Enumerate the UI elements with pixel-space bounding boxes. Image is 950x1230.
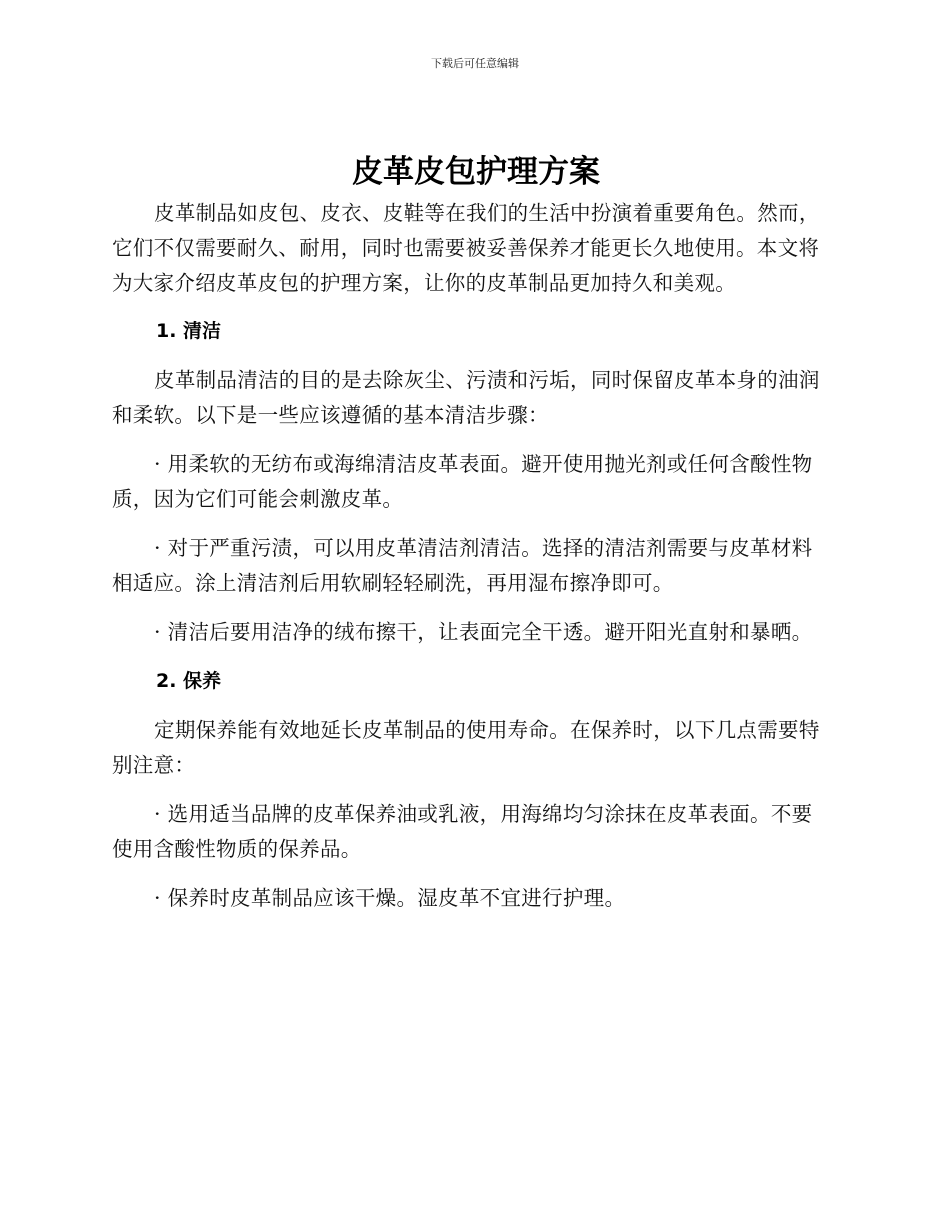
section-heading-maintenance: 2. 保养 [156, 670, 222, 692]
section-heading-cleaning: 1. 清洁 [156, 320, 222, 342]
section-intro-cleaning: 皮革制品清洁的目的是去除灰尘、污渍和污垢，同时保留皮革本身的油润和柔软。以下是一些应该遵循的基本清洁步骤： [112, 368, 820, 427]
bullet-item: · 清洁后要用洁净的绒布擦干，让表面完全干透。避开阳光直射和暴晒。 [154, 620, 813, 644]
intro-paragraph: 皮革制品如皮包、皮衣、皮鞋等在我们的生活中扮演着重要角色。然而，它们不仅需要耐久、耐用，同时也需要被妥善保养才能更长久地使用。本文将为大家介绍皮革皮包的护理方案，让你的皮革制品更加持久和美观。 [112, 201, 820, 295]
bullet-item: · 对于严重污渍，可以用皮革清洁剂清洁。选择的清洁剂需要与皮革材料相适应。涂上清洁剂后用软刷轻轻刷洗，再用湿布擦净即可。 [112, 536, 813, 595]
document-body [112, 148, 832, 930]
document-title: 皮革皮包护理方案 [352, 154, 600, 190]
header-note: 下载后可任意编辑 [431, 57, 519, 70]
section-intro-maintenance: 定期保养能有效地延长皮革制品的使用寿命。在保养时，以下几点需要特别注意： [112, 718, 820, 777]
bullet-item: · 保养时皮革制品应该干燥。湿皮革不宜进行护理。 [154, 886, 626, 910]
bullet-item: · 选用适当品牌的皮革保养油或乳液，用海绵均匀涂抹在皮革表面。不要使用含酸性物质的保养品。 [112, 802, 813, 861]
bullet-item: · 用柔软的无纺布或海绵清洁皮革表面。避开使用抛光剂或任何含酸性物质，因为它们可能会刺激皮革。 [112, 452, 813, 511]
